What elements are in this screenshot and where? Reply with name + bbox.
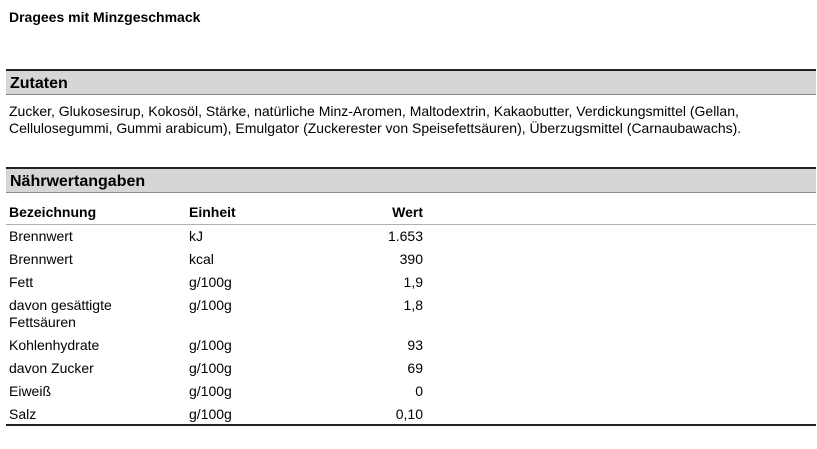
row-value: 0,10: [395, 405, 423, 422]
row-name: davon gesättigte Fettsäuren: [9, 296, 112, 330]
row-value: 1.653: [387, 227, 423, 244]
row-spacer: [423, 271, 816, 294]
table-row: [6, 357, 816, 380]
row-value: 93: [407, 336, 423, 353]
row-name: davon Zucker: [9, 359, 94, 376]
row-name: Fett: [9, 273, 34, 290]
row-name: Eiweiß: [9, 382, 52, 399]
table-row: [6, 380, 816, 403]
column-header-spacer: [423, 200, 816, 224]
row-value: 0: [415, 382, 423, 399]
row-unit: g/100g: [189, 273, 232, 290]
nutrition-table: [6, 200, 816, 426]
table-row: [6, 403, 816, 426]
row-unit: kcal: [189, 250, 214, 267]
nutrition-section-title: Nährwertangaben: [10, 173, 146, 190]
row-spacer: [423, 334, 816, 357]
row-unit: g/100g: [189, 405, 232, 422]
row-spacer: [423, 357, 816, 380]
ingredients-section-header: [6, 69, 816, 95]
row-unit: g/100g: [189, 359, 232, 376]
row-value: 1,9: [403, 273, 423, 290]
table-row: [6, 271, 816, 294]
row-name: Kohlenhydrate: [9, 336, 100, 353]
bottom-divider: [6, 424, 816, 426]
table-row: [6, 248, 816, 271]
row-value: 69: [407, 359, 423, 376]
column-header-name: Bezeichnung: [6, 200, 186, 224]
row-spacer: [423, 224, 816, 248]
row-value: 1,8: [403, 296, 423, 313]
row-unit: kJ: [189, 227, 203, 244]
table-row: [6, 224, 816, 248]
column-header-value: Wert: [316, 200, 423, 224]
ingredients-text: Zucker, Glukosesirup, Kokosöl, Stärke, natürliche Minz-Aromen, Maltodextrin, Kakaobutter, Verdickungsmittel (Gellan, Cellulosegummi, Gummi arabicum), Emulgator (Zuckerester von Speisefettsäuren), Überzugsmittel (Carnaubawachs).: [9, 103, 742, 136]
row-spacer: [423, 294, 816, 334]
product-title: Dragees mit Minzgeschmack: [9, 9, 201, 25]
row-spacer: [423, 403, 816, 426]
row-unit: g/100g: [189, 296, 232, 313]
table-row: [6, 334, 816, 357]
row-spacer: [423, 248, 816, 271]
row-unit: g/100g: [189, 336, 232, 353]
nutrition-table-header-row: [6, 200, 816, 224]
row-spacer: [423, 380, 816, 403]
row-name: Brennwert: [9, 227, 73, 244]
nutrition-section-header: [6, 167, 816, 193]
ingredients-section-title: Zutaten: [10, 75, 68, 92]
row-unit: g/100g: [189, 382, 232, 399]
row-value: 390: [399, 250, 423, 267]
column-header-unit: Einheit: [186, 200, 316, 224]
table-row: [6, 294, 816, 334]
row-name: Brennwert: [9, 250, 73, 267]
row-name: Salz: [9, 405, 37, 422]
